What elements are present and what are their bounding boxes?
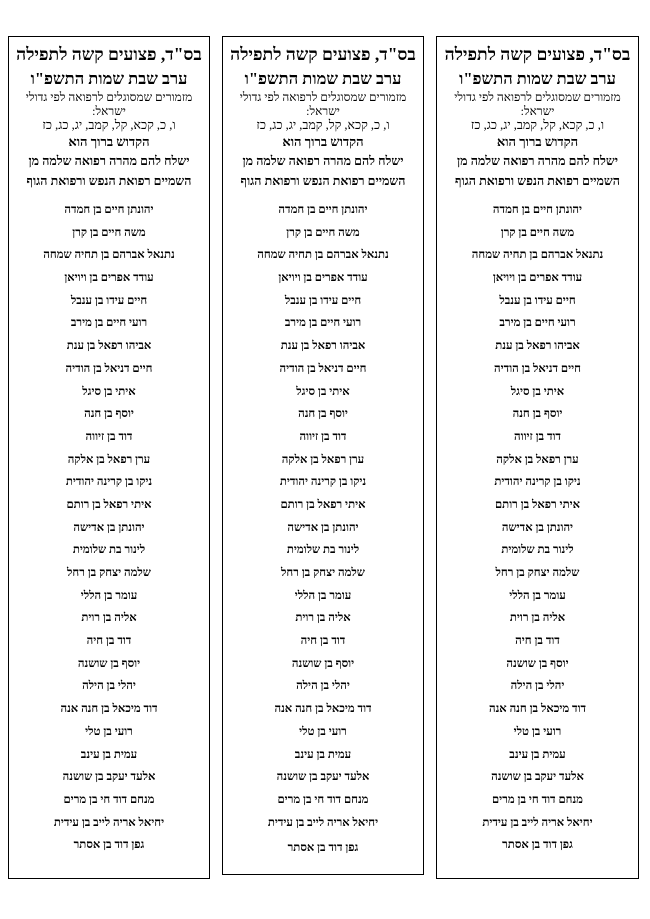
name-item: יהונתן חיים בן חמדה [64, 204, 154, 216]
name-item: רועי חיים בן מירב [70, 317, 148, 330]
name-item: איתי בן סיגל [82, 385, 136, 398]
name-item: יוסף בן שושנה [77, 657, 141, 670]
name-item: נתנאל אברהם בן תחיה שמחה [257, 249, 389, 262]
name-item: חיים דניאל בן הודיה [279, 362, 367, 375]
name-item: יהונתן בן אדישה [73, 521, 145, 534]
name-item: דוד בן חיה [300, 635, 346, 648]
names-list [226, 199, 420, 860]
name-item: איתי רפאל בן רותם [280, 498, 366, 511]
name-item: עודד אפרים בן ויויאן [64, 272, 154, 285]
name-item: עומר בן הללי [509, 589, 566, 602]
name-item: יוסף בן שושנה [291, 657, 355, 670]
name-item: ערן רפאל בן אלקה [281, 453, 365, 466]
name-item: יוסף בן חנה [84, 408, 134, 421]
names-list [12, 199, 206, 857]
name-item: אליה בן רוית [81, 612, 137, 625]
notice-title: בס"ד, פצועים קשה לתפילה [230, 44, 416, 64]
name-item: עומר בן הללי [80, 589, 138, 602]
notice-column-2 [222, 36, 424, 875]
notice-date: ערב שבת שמות התשפ"ו [244, 69, 402, 88]
name-item: יהונתן בן אדישה [501, 521, 574, 534]
notice-date: ערב שבת שמות התשפ"ו [459, 69, 616, 88]
hakadosh-line: הקדוש ברוך הוא [68, 134, 150, 149]
name-item: יוסף בן חנה [298, 408, 348, 421]
name-item: משה חיים בן קרן [500, 226, 575, 239]
name-item: יוסף בן שושנה [506, 657, 569, 670]
name-item: איתי רפאל בן רותם [495, 498, 580, 511]
name-item: יהלי בן הילה [510, 680, 565, 693]
name-item: אביהו רפאל בן ענת [495, 340, 580, 353]
name-item: יהלי בן הילה [82, 680, 136, 693]
name-item: גפן דוד בן אסתר [502, 839, 573, 852]
name-item: שלמה יצחק בן רחל [495, 567, 580, 579]
name-item: יהונתן חיים בן חמדה [278, 204, 368, 216]
name-item: יהונתן חיים בן חמדה [492, 204, 583, 216]
notice-title: בס"ד, פצועים קשה לתפילה [444, 44, 631, 64]
name-item: דוד בן זיווה [514, 430, 561, 443]
psalms-intro: מזמורים שמסוגלים לרפואה לפי גדולי ישראל: [239, 90, 407, 118]
name-item: עודד אפרים בן ויויאן [278, 272, 368, 285]
name-item: דוד בן זיווה [299, 430, 347, 443]
name-item: רועי בן טלי [513, 725, 562, 738]
name-item: דוד מיכאל בן חנה אנה [60, 703, 158, 716]
name-item: לינור בת שלומית [72, 544, 146, 557]
name-item: יוסף בן חנה [512, 408, 563, 421]
name-item: אליה בן רוית [295, 612, 351, 625]
name-item: ניקו בן קרינה יהודית [494, 476, 581, 489]
name-item: דוד בן חיה [86, 635, 132, 648]
hakadosh-line: הקדוש ברוך הוא [496, 134, 579, 149]
name-item: עודד אפרים בן ויויאן [492, 272, 583, 285]
blessing-text: ישלח להם מהרה רפואה שלמה מן השמיים רפואת הנפש ורפואת הגוף [455, 154, 620, 188]
name-item: איתי רפאל בן רותם [66, 498, 152, 511]
name-item: אלעד יעקב בן שושנה [491, 771, 584, 784]
name-item: מנחם דוד חי בן מרים [63, 793, 155, 806]
name-item: יחיאל אריה לייב בן עידית [482, 816, 593, 829]
psalms-list: ו, כ, קכא, קל, קמב, יג, כג, כז [470, 118, 605, 132]
name-item: חיים עידו בן ענבל [499, 294, 576, 307]
name-item: יחיאל אריה לייב בן עידית [267, 816, 379, 829]
name-item: מנחם דוד חי בן מרים [277, 793, 369, 806]
name-item: דוד בן זיווה [85, 430, 133, 443]
name-item: רועי בן טלי [85, 725, 133, 738]
psalms-intro: מזמורים שמסוגלים לרפואה לפי גדולי ישראל: [454, 90, 621, 118]
name-item: חיים דניאל בן הודיה [65, 362, 153, 375]
name-item: גפן דוד בן אסתר [73, 839, 145, 852]
name-item: חיים דניאל בן הודיה [494, 362, 581, 375]
name-item: איתי בן סיגל [296, 385, 350, 398]
name-item: ערן רפאל בן אלקה [67, 453, 151, 466]
name-item: יחיאל אריה לייב בן עידית [53, 816, 165, 829]
name-item: חיים עידו בן ענבל [70, 294, 148, 307]
name-item: אביהו רפאל בן ענת [66, 340, 152, 353]
name-item: דוד מיכאל בן חנה אנה [274, 703, 372, 716]
name-item: אלעד יעקב בן שושנה [62, 771, 156, 784]
blessing-text: ישלח להם מהרה רפואה שלמה מן השמיים רפואת הנפש ורפואת הגוף [26, 154, 192, 188]
name-item: דוד בן חיה [515, 635, 560, 648]
name-item: נתנאל אברהם בן תחיה שמחה [43, 249, 175, 262]
name-item: לינור בת שלומית [286, 544, 360, 557]
name-item: גפן דוד בן אסתר [287, 842, 359, 855]
name-item: לינור בת שלומית [501, 544, 574, 557]
name-item: נתנאל אברהם בן תחיה שמחה [471, 249, 604, 262]
name-item: דוד מיכאל בן חנה אנה [488, 703, 587, 716]
name-item: עמית בן עינב [294, 748, 352, 761]
name-item: משה חיים בן קרן [286, 226, 360, 239]
name-item: יהלי בן הילה [296, 680, 350, 693]
name-item: רועי בן טלי [299, 725, 347, 738]
name-item: עמית בן עינב [509, 748, 566, 761]
names-list [440, 199, 635, 857]
name-item: אליה בן רוית [509, 612, 566, 625]
name-item: משה חיים בן קרן [72, 226, 146, 239]
hakadosh-line: הקדוש ברוך הוא [282, 134, 364, 149]
notice-title: בס"ד, פצועים קשה לתפילה [16, 44, 202, 64]
psalms-intro: מזמורים שמסוגלים לרפואה לפי גדולי ישראל: [25, 90, 193, 118]
name-item: ערן רפאל בן אלקה [496, 453, 579, 466]
name-item: רועי חיים בן מירב [499, 317, 576, 330]
name-item: חיים עידו בן ענבל [284, 294, 362, 307]
name-item: איתי בן סיגל [510, 385, 565, 398]
name-item: יהונתן בן אדישה [287, 521, 359, 534]
name-item: רועי חיים בן מירב [284, 317, 362, 330]
name-item: שלמה יצחק בן רחל [67, 567, 151, 579]
name-item: שלמה יצחק בן רחל [281, 567, 365, 579]
notice-date: ערב שבת שמות התשפ"ו [30, 69, 188, 88]
name-item: עמית בן עינב [80, 748, 138, 761]
psalms-list: ו, כ, קכא, קל, קמב, יג, כג, כז [42, 118, 176, 132]
name-item: מנחם דוד חי בן מרים [492, 793, 583, 806]
name-item: עומר בן הללי [294, 589, 352, 602]
notice-column-3 [436, 36, 639, 879]
name-item: ניקו בן קרינה יהודית [65, 476, 153, 489]
name-item: אלעד יעקב בן שושנה [276, 771, 370, 784]
notice-column-1 [8, 36, 210, 879]
psalms-list: ו, כ, קכא, קל, קמב, יג, כג, כז [256, 118, 390, 132]
name-item: אביהו רפאל בן ענת [280, 340, 366, 353]
name-item: ניקו בן קרינה יהודית [279, 476, 367, 489]
blessing-text: ישלח להם מהרה רפואה שלמה מן השמיים רפואת הנפש ורפואת הגוף [240, 154, 406, 188]
